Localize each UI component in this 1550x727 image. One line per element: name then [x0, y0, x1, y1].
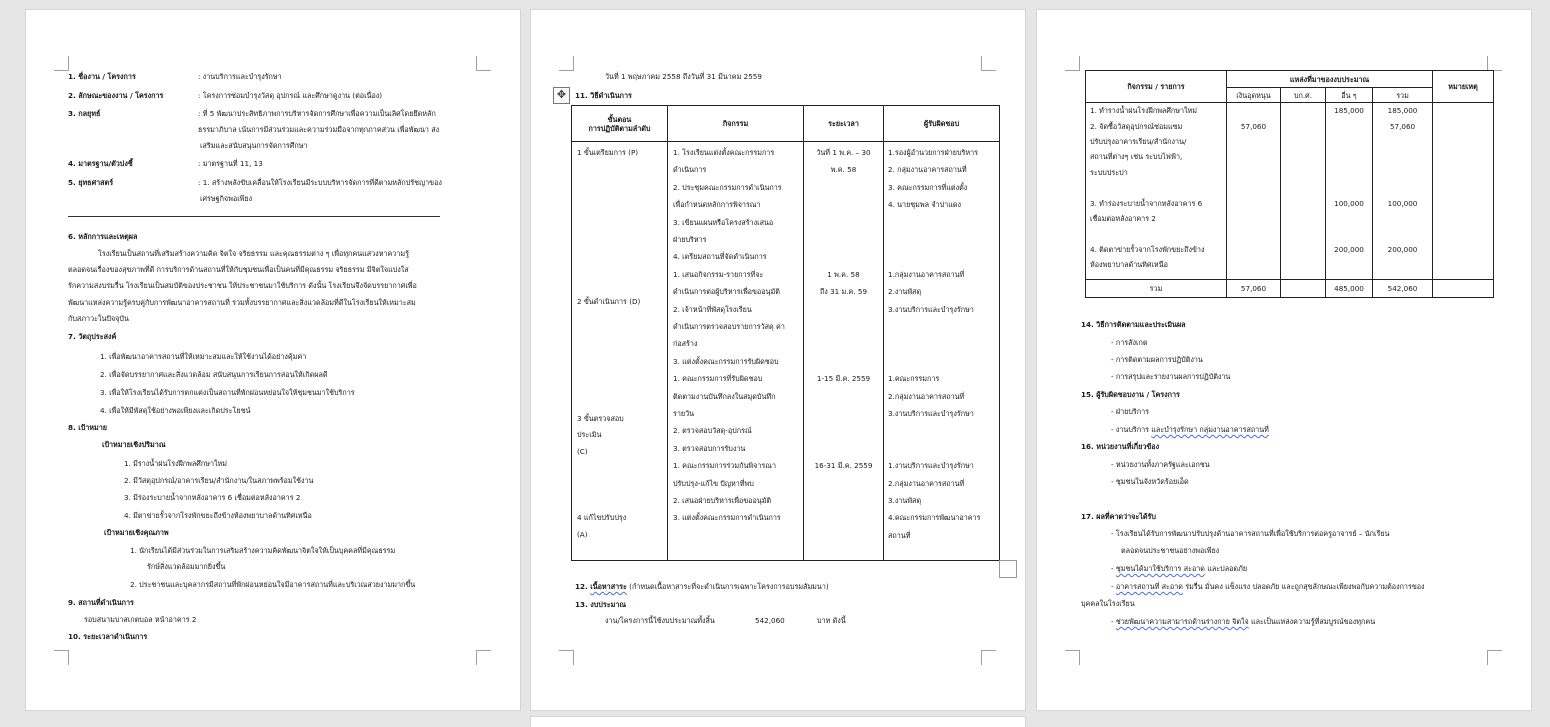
activity-text: 3. เขียนแผนหรือโครงสร้างเสนอ	[673, 217, 774, 227]
step-column	[572, 142, 667, 560]
section-title: 14. วิธีการติดตามและประเมินผล	[1081, 320, 1186, 329]
other-value: 200,000	[1334, 244, 1364, 254]
table-cell	[804, 142, 884, 561]
activity-text: 1. ทำรางน้ำฝนโรงฝึกพลศึกษาใหม่	[1090, 106, 1198, 116]
step-text: 1 ขั้นเตรียมการ (P)	[577, 148, 639, 157]
next-page-edge	[531, 717, 1025, 727]
crop-mark	[559, 56, 574, 71]
total-value: 200,000	[1387, 244, 1418, 254]
header-activity: กิจกรรม	[722, 119, 749, 128]
header-budget-source: แหล่งที่มาของงบประมาณ	[1289, 74, 1370, 84]
duration-text: 1-15 มี.ค. 2559	[816, 374, 871, 384]
item-value: : ที่ 5 พัฒนาประสิทธิภาพการบริหารจัดการศึกษาเพื่อความเป็นเลิศโดยยึดหลัก	[198, 109, 436, 118]
section-title: 13. งบประมาณ	[575, 600, 627, 609]
table-cell	[1086, 103, 1227, 280]
crop-mark	[1487, 650, 1502, 665]
item-value: เศรษฐกิจพอเพียง	[200, 194, 253, 203]
responsible-text: 4. นายชุมพล จำปาแดง	[888, 200, 962, 210]
bullet: -	[1111, 582, 1116, 591]
line-text: และเป็นแหล่งความรู้ที่สมบูรณ์ของทุกคน	[1248, 617, 1376, 626]
table-cell	[1373, 103, 1433, 280]
item-value: เสริมและสนับสนุนการจัดการศึกษา	[200, 141, 308, 150]
responsible-text: 3.งานพัสดุ	[888, 496, 922, 505]
budget-label: งาน/โครงการนี้ใช้งบประมาณทั้งสิ้น	[605, 616, 715, 625]
activity-column	[1086, 103, 1226, 279]
table-cell	[1326, 103, 1373, 280]
duration-text: ถึง 31 ม.ค. 59	[819, 287, 868, 297]
subsidy-value: 57,060	[1240, 121, 1267, 131]
activity-text: 3. แต่งตั้งคณะกรรมการดำเนินการ	[673, 513, 781, 523]
list-item: - หน่วยงานทั้งภาครัฐและเอกชน	[1111, 460, 1210, 469]
header-other: อื่น ๆ	[1341, 90, 1357, 100]
activity-text: 3. แต่งตั้งคณะกรรมการรับผิดชอบ	[673, 356, 779, 366]
sum-cell	[1326, 279, 1373, 297]
list-item: 1. นักเรียนได้มีส่วนร่วมในการเสริมสร้างความคิดพัฒนาจิตใจให้เป็นบุคคลที่มีคุณธรรม	[130, 546, 396, 555]
header-responsible: ผู้รับผิดชอบ	[923, 119, 960, 128]
list-item: 1. เพื่อพัฒนาอาคารสถานที่ให้เหมาะสมและให้ใช้งานได้อย่างคุ้มค่า	[100, 352, 307, 361]
activity-text: เชื่อมต่อหลังอาคาร 2	[1090, 213, 1156, 223]
list-item: - ชุมชนในจังหวัดร้อยเอ็ด	[1111, 477, 1189, 486]
document-page-2	[531, 10, 1025, 710]
item-label: 3. กลยุทธ์	[68, 109, 101, 118]
table-header-cell	[1326, 88, 1373, 103]
sum-cell	[1433, 279, 1494, 297]
crop-mark	[559, 650, 574, 665]
activity-text: 1. โรงเรียนแต่งตั้งคณะกรรมการ	[673, 148, 775, 157]
table-header-cell	[1281, 88, 1326, 103]
list-item: - การสังเกต	[1111, 338, 1148, 347]
table-header-cell	[668, 106, 804, 142]
spellcheck-phrase: ชุมชนได้มาใช้บริการ สะอาด	[1115, 564, 1205, 573]
table-cell	[1433, 103, 1494, 280]
table-header-cell	[1227, 71, 1433, 88]
list-item: รักษ์สิ่งแวดล้อมมากยิ่งขึ้น	[147, 562, 226, 571]
line-text: และปลอดภัย	[1204, 564, 1248, 573]
section-divider	[68, 216, 440, 217]
header-duration: ระยะเวลา	[828, 119, 859, 128]
responsible-text: 2.กลุ่มงานอาคารสถานที่	[888, 391, 965, 401]
section-title: 17. ผลที่คาดว่าจะได้รับ	[1081, 512, 1156, 521]
crop-mark	[54, 650, 69, 665]
line-text: ร่มรื่น มั่นคง แข็งแรง ปลอดภัย และถูกสุขลักษณะเพียงพอกับความต้องการของ	[1182, 582, 1425, 591]
activity-text: 2. ประชุมคณะกรรมการดำเนินการ	[673, 182, 782, 192]
activity-text: 3. ตรวจสอบการรับงาน	[673, 443, 746, 453]
activity-text: สถานที่ต่างๆ เช่น ระบบไฟฟ้า,	[1090, 152, 1183, 162]
section-title	[575, 582, 829, 591]
total-value: 100,000	[1387, 198, 1418, 208]
section-title: 8. เป้าหมาย	[68, 423, 108, 432]
activity-text: ปรับปรุง-แก้ไข ปัญหาที่พบ	[673, 478, 754, 488]
activity-column	[668, 142, 803, 560]
other-column	[1326, 103, 1372, 279]
item-value: : โครงการซ่อมบำรุงวัสดุ อุปกรณ์ และศึกษาดูงาน (ต่อเนื่อง)	[198, 91, 383, 100]
crop-mark	[1487, 56, 1502, 71]
item-value: ธรรมาภิบาล เน้นการมีส่วนร่วมและความร่วมมือจากทุกภาคส่วน เพื่อพัฒนา ส่ง	[198, 125, 440, 134]
activity-text: 1. คณะกรรมการร่วมกันพิจารณา	[673, 461, 776, 471]
budget-table	[1085, 70, 1494, 298]
duration-text: 16-31 มี.ค. 2559	[814, 461, 873, 471]
section-title: 9. สถานที่ดำเนินการ	[68, 598, 134, 607]
responsible-text: 2.งานพัสดุ	[888, 287, 922, 297]
paragraph-line: รอบสนามบาสเกตบอล หน้าอาคาร 2	[84, 615, 197, 624]
list-item: 1. มีรางน้ำฝนโรงฝึกพลศึกษาใหม่	[124, 459, 227, 468]
table-cell	[1281, 103, 1326, 280]
sum-cell	[1227, 279, 1281, 297]
section-title: 16. หน่วยงานที่เกี่ยวข้อง	[1081, 442, 1160, 451]
crop-mark	[54, 56, 69, 71]
responsible-text: 1.กลุ่มงานอาคารสถานที่	[888, 269, 965, 279]
budget-unit: บาท ดังนี้	[817, 616, 846, 625]
document-page-1	[26, 10, 520, 710]
activity-text: ฝ่ายบริหาร	[673, 235, 707, 244]
item-label: 2. ลักษณะของงาน / โครงการ	[68, 91, 164, 100]
table-cell	[1227, 103, 1281, 280]
table-move-handle-icon[interactable]: ✥	[553, 87, 570, 104]
section-title: 7. วัตถุประสงค์	[68, 332, 117, 341]
procedure-table	[571, 105, 1000, 561]
item-value: : มาตรฐานที่ 11, 13	[198, 159, 263, 168]
responsible-text: สถานที่	[888, 530, 911, 540]
activity-text: ดำเนินการ	[673, 165, 707, 175]
activity-text: ห้องพยาบาลด้านทิศเหนือ	[1090, 260, 1168, 270]
responsible-text: 1.งานบริการและบำรุงรักษา	[888, 461, 974, 471]
activity-text: รายวัน	[673, 409, 695, 418]
document-page-3	[1037, 10, 1531, 710]
step-text: 3 ขั้นตรวจสอบ	[577, 413, 624, 423]
header-remark: หมายเหตุ	[1448, 82, 1478, 92]
sum-subsidy: 57,060	[1240, 283, 1267, 293]
budget-amount: 542,060	[755, 616, 785, 625]
activity-text: ก่อสร้าง	[673, 339, 698, 349]
sum-other: 485,000	[1334, 283, 1364, 293]
step-text: 4 แก้ไขปรับปรุง	[577, 513, 627, 523]
bullet: -	[1111, 564, 1116, 573]
other-value: 185,000	[1334, 106, 1364, 116]
activity-text: 1. เสนอกิจกรรม-รายการที่จะ	[673, 269, 764, 279]
subsection-title: เป้าหมายเชิงคุณภาพ	[104, 528, 169, 537]
list-item	[1111, 425, 1269, 434]
list-item: 2. ประชาชนและบุคลากรมีสถานที่พักผ่อนหย่อนใจมีอาคารสถานที่และบริเวณสวยงามมากขึ้น	[130, 580, 416, 589]
spellcheck-phrase: ช่วยพัฒนาความสามารถด้านร่างกาย จิตใจ	[1115, 617, 1249, 626]
section-title: 11. วิธีดำเนินการ	[575, 91, 632, 100]
crop-mark	[981, 56, 996, 71]
responsible-text: 1.คณะกรรมการ	[888, 374, 940, 384]
paragraph-line	[1111, 564, 1247, 573]
duration-text: พ.ค. 58	[830, 165, 857, 175]
spellcheck-phrase: อาคารสถานที่ สะอาด	[1115, 582, 1183, 591]
subsidy-column	[1227, 103, 1280, 279]
list-item: 3. เพื่อให้โรงเรียนได้รับการตกแต่งเป็นสถานที่พักผ่อนหย่อนใจให้ชุมชนมาใช้บริการ	[100, 388, 355, 397]
total-value: 57,060	[1389, 121, 1416, 131]
paragraph-line: รักความสงบร่มรื่น โรงเรียนเป็นสมบัติของประชาชน ให้ประชาชนมาใช้บริการ ดังนั้น โรงเรียนจึงจัดบรรยากาศเพื่อ	[68, 281, 417, 290]
bks-column	[1281, 103, 1325, 279]
total-column	[1373, 103, 1432, 279]
table-header-cell	[1086, 71, 1227, 103]
list-item: 4. เพื่อให้มีพัสดุใช้อย่างพอเพียงและเกิดประโยชน์	[100, 406, 251, 415]
header-subsidy: เงินอุดหนุน	[1236, 90, 1271, 100]
responsible-text: 2. กลุ่มงานอาคารสถานที่	[888, 165, 967, 175]
responsible-text: 2.กลุ่มงานอาคารสถานที่	[888, 478, 965, 488]
activity-text: ติดตามงานบันทึกลงในสมุดบันทึก	[673, 391, 776, 401]
subsection-title: เป้าหมายเชิงปริมาณ	[102, 440, 166, 449]
activity-text: 2. จัดซื้อวัสดุอุปกรณ์ซ่อมแซม	[1090, 121, 1183, 131]
crop-mark	[1065, 56, 1080, 71]
list-item: 2. มีวัสดุอุปกรณ์/อาคารเรียน/สำนักงาน/ในสภาพพร้อมใช้งาน	[124, 476, 314, 485]
sum-total: 542,060	[1387, 283, 1418, 293]
step-text: 2 ขั้นดำเนินการ (D)	[577, 297, 641, 307]
activity-text: ดำเนินการตรวจสอบรายการวัสดุ ค่า	[673, 322, 785, 331]
header-step: ขั้นตอน การปฏิบัติตามลำดับ	[588, 114, 651, 133]
item-value: : งานบริการและบำรุงรักษา	[198, 72, 282, 81]
section-note: (กำหนดเนื้อหาสาระที่จะดำเนินการเฉพาะโครงการอบรมสัมมนา)	[626, 582, 829, 591]
list-item: - การสรุปและรายงานผลการปฏิบัติงาน	[1111, 372, 1231, 381]
activity-text: 3. ทำร่องระบายน้ำจากหลังอาคาร 6	[1090, 198, 1203, 208]
crop-mark	[476, 650, 491, 665]
crop-mark	[1065, 650, 1080, 665]
activity-text: 2. เจ้าหน้าที่พัสดุโรงเรียน	[673, 304, 752, 314]
table-cell	[572, 142, 668, 561]
table-header-cell	[804, 106, 884, 142]
sum-label-cell	[1086, 279, 1227, 297]
item-label: 1. ชื่องาน / โครงการ	[68, 72, 136, 81]
crop-mark	[476, 56, 491, 71]
spellcheck-word: เนื้อหาสาระ	[590, 582, 627, 591]
paragraph-line: ตลอดจนเรื่องของสุขภาพที่ดี การบริการด้านสถานที่ให้กับชุมชนเพื่อเป็นคนที่มีคุณธรรม จริยธรรม มีจิตใจแบ่งใส	[68, 265, 409, 274]
table-cell	[668, 142, 804, 561]
list-item: - การติดตามผลการปฏิบัติงาน	[1111, 355, 1203, 364]
activity-text: ดำเนินการต่อผู้บริหารเพื่อขออนุมัติ	[673, 287, 780, 297]
duration-text: วันที่ 1 พ.ค. – 30	[816, 148, 871, 157]
step-text: (C)	[577, 446, 588, 456]
list-item: - ฝ่ายบริการ	[1111, 407, 1150, 416]
header-total: รวม	[1396, 90, 1409, 100]
section-title: 6. หลักการและเหตุผล	[68, 232, 138, 241]
table-header-cell	[1433, 71, 1494, 103]
table-cell	[884, 142, 1000, 561]
total-value: 185,000	[1387, 106, 1418, 116]
activity-text: ปรับปรุงอาคารเรียน/สำนักงาน/	[1090, 136, 1187, 146]
activity-text: 1. คณะกรรมการที่รับผิดชอบ	[673, 374, 763, 384]
activity-text: เพื่อกำหนดหลักการพิจารณา	[673, 200, 761, 210]
responsible-text: 1.รองผู้อำนวยการฝ่ายบริหาร	[888, 148, 979, 157]
sum-cell	[1373, 279, 1433, 297]
list-item-text: - งานบริการ	[1111, 425, 1152, 434]
table-header-cell	[1227, 88, 1281, 103]
crop-mark	[981, 650, 996, 665]
responsible-text: 3.งานบริการและบำรุงรักษา	[888, 304, 974, 314]
activity-text: 2. เสนอฝ่ายบริหารเพื่อขออนุมัติ	[673, 496, 772, 505]
activity-text: 4. ติดตาข่ายรั้วจากโรงพักขยะถึงข้าง	[1090, 244, 1205, 254]
responsible-column	[884, 142, 999, 560]
table-header-cell	[884, 106, 1000, 142]
activity-text: 4. เตรียมสถานที่จัดดำเนินการ	[673, 252, 767, 262]
item-label: 4. มาตรฐาน/ตัวบ่งชี้	[68, 159, 133, 168]
list-item: 3. มีร่องระบายน้ำจากหลังอาคาร 6 เชื่อมต่อหลังอาคาร 2	[124, 493, 301, 502]
paragraph-line	[1111, 617, 1375, 626]
activity-text: 2. ตรวจสอบวัสดุ-อุปกรณ์	[673, 426, 752, 436]
step-text: (A)	[577, 529, 588, 539]
spellcheck-phrase: และบำรุงรักษา กลุ่มงานอาคารสถานที่	[1151, 425, 1269, 434]
sum-label: รวม	[1149, 283, 1163, 293]
table-resize-handle-icon[interactable]	[999, 560, 1017, 578]
section-title: 10. ระยะเวลาดำเนินการ	[68, 632, 148, 641]
header-bks: บก.ศ.	[1293, 90, 1313, 100]
period-text: วันที่ 1 พฤษภาคม 2558 ถึงวันที่ 31 มีนาคม 2559	[605, 72, 762, 81]
item-label: 5. ยุทธศาสตร์	[68, 178, 114, 187]
activity-text: ระบบประปา	[1090, 167, 1128, 177]
sum-cell	[1281, 279, 1326, 297]
responsible-text: 4.คณะกรรมการพัฒนาอาคาร	[888, 513, 981, 523]
other-value: 100,000	[1334, 198, 1364, 208]
paragraph-line: โรงเรียนเป็นสถานที่เสริมสร้างความคิด จิตใจ จริยธรรม และคุณธรรมต่าง ๆ เพื่อทุกคนแสวงหาความรู้	[98, 249, 409, 258]
table-header-cell	[1373, 88, 1433, 103]
bullet: -	[1111, 617, 1116, 626]
paragraph-line: - โรงเรียนได้รับการพัฒนาปรับปรุงด้านอาคารสถานที่เพื่อใช้บริการต่อครูอาจารย์ – นักเรียน	[1111, 529, 1390, 538]
paragraph-line: กับสภาวะในปัจจุบัน	[68, 314, 129, 323]
list-item: 4. มีตาข่ายรั้วจากโรงพักขยะถึงข้างห้องพยาบาลด้านทิศเหนือ	[124, 511, 312, 520]
responsible-text: 3.งานบริการและบำรุงรักษา	[888, 409, 974, 418]
duration-text: 1 พ.ค. 58	[827, 269, 860, 279]
paragraph-line: บุคคลในโรงเรียน	[1081, 599, 1135, 608]
paragraph-line	[1111, 582, 1425, 591]
paragraph-line: ตลอดจนประชาชนอย่างพอเพียง	[1121, 546, 1220, 555]
section-number: 12.	[575, 582, 588, 591]
header-activity: กิจกรรม / รายการ	[1127, 82, 1185, 92]
section-title: 15. ผู้รับผิดชอบงาน / โครงการ	[1081, 390, 1180, 399]
step-text: ประเมิน	[577, 430, 602, 440]
list-item: 2. เพื่อจัดบรรยากาศและสิ่งแวดล้อม สนับสนุนการเรียนการสอนให้เกิดผลดี	[100, 370, 328, 379]
remark-column	[1433, 103, 1493, 279]
responsible-text: 3. คณะกรรมการที่แต่งตั้ง	[888, 182, 968, 192]
duration-column	[804, 142, 883, 560]
table-header-cell	[572, 106, 668, 142]
paragraph-line: พัฒนาแหล่งความรู้ครบคู่กับการพัฒนาอาคารสถานที่ รวมทั้งบรรยากาศและสิ่งแวดล้อมที่ดีในโรงเรียนให้เหมาะสม	[68, 298, 416, 307]
item-value: : 1. สร้างพลังขับเคลื่อนให้โรงเรียนมีระบบบริหารจัดการที่ดีตามหลักปรัชญาของ	[198, 178, 442, 187]
